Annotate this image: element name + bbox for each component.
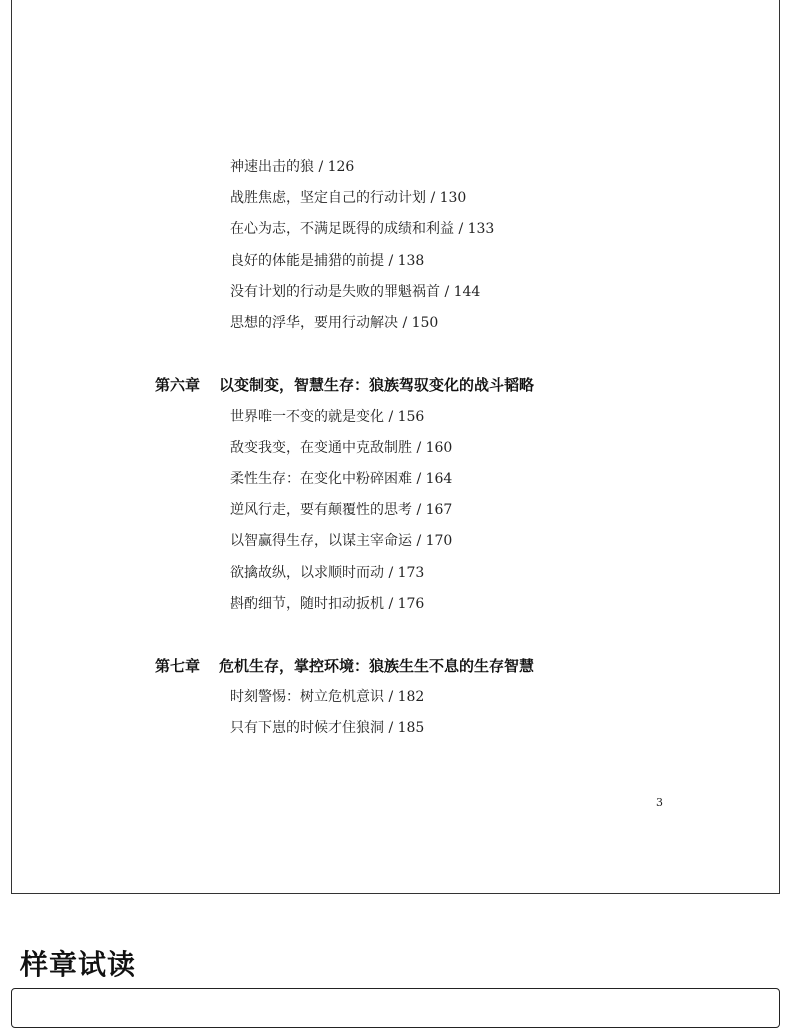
toc-entry: 在心为志，不满足既得的成绩和利益 / 133 xyxy=(230,221,495,237)
book-page xyxy=(11,0,780,894)
toc-entry: 敌变我变，在变通中克敌制胜 / 160 xyxy=(230,440,453,456)
toc-entry: 时刻警惕：树立危机意识 / 182 xyxy=(230,689,425,705)
chapter-heading xyxy=(155,657,534,676)
toc-entry: 以智赢得生存，以谋主宰命运 / 170 xyxy=(230,533,453,549)
toc-entry: 良好的体能是捕猎的前提 / 138 xyxy=(230,253,425,269)
chapter-number: 第六章 xyxy=(155,376,201,394)
toc-entry: 逆风行走，要有颠覆性的思考 / 167 xyxy=(230,502,453,518)
toc-entry: 斟酌细节，随时扣动扳机 / 176 xyxy=(230,596,425,612)
next-page-frame xyxy=(11,988,780,1028)
chapter-title: 危机生存，掌控环境：狼族生生不息的生存智慧 xyxy=(219,657,535,675)
toc-entry: 神速出击的狼 / 126 xyxy=(230,159,355,175)
toc-entry: 只有下崽的时候才住狼洞 / 185 xyxy=(230,720,425,736)
toc-entry: 柔性生存：在变化中粉碎困难 / 164 xyxy=(230,471,453,487)
toc-entry: 欲擒故纵，以求顺时而动 / 173 xyxy=(230,565,425,581)
toc-entry: 世界唯一不变的就是变化 / 156 xyxy=(230,409,425,425)
chapter-number: 第七章 xyxy=(155,657,201,675)
toc-entry: 没有计划的行动是失败的罪魁祸首 / 144 xyxy=(230,284,481,300)
section-heading: 样章试读 xyxy=(20,948,137,981)
toc-entry: 思想的浮华，要用行动解决 / 150 xyxy=(230,315,439,331)
toc-entry: 战胜焦虑，坚定自己的行动计划 / 130 xyxy=(230,190,467,206)
chapter-heading xyxy=(155,376,534,395)
page-number: 3 xyxy=(656,796,663,809)
chapter-title: 以变制变，智慧生存：狼族驾驭变化的战斗韬略 xyxy=(219,376,535,394)
